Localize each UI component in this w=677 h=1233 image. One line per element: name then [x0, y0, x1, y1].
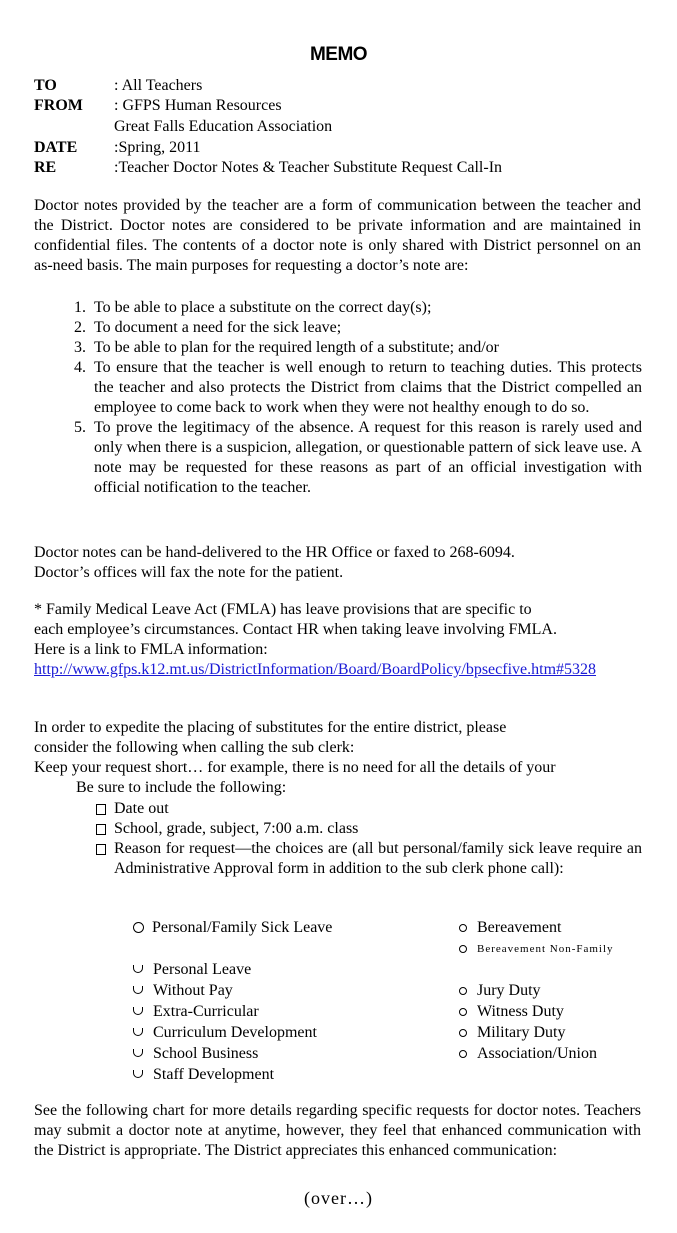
expedite-line-1: In order to expedite the placing of substitutes for the entire district, please — [34, 719, 507, 736]
option-jury-duty: Jury Duty — [459, 981, 541, 1001]
fmla-line-2: each employee’s circumstances. Contact HR when taking leave involving FMLA. — [34, 621, 557, 638]
date-row — [34, 138, 201, 158]
from-row — [34, 96, 282, 116]
expedite-line-3: Keep your request short… for example, there is no need for all the details of your — [34, 759, 556, 776]
purpose-item: 3. To be able to plan for the required length of a substitute; and/or — [74, 339, 499, 356]
option-witness-duty: Witness Duty — [459, 1002, 564, 1022]
purpose-list — [74, 298, 642, 498]
circle-icon — [133, 965, 143, 973]
re-label: RE — [34, 159, 57, 176]
re-value: :Teacher Doctor Notes & Teacher Substitute Request Call-In — [114, 159, 503, 176]
bullet-icon — [459, 1050, 467, 1058]
circle-icon — [133, 1070, 143, 1078]
expedite-line-4: Be sure to include the following: — [76, 779, 287, 796]
fmla-line-3: Here is a link to FMLA information: — [34, 641, 268, 658]
bullet-icon — [459, 1029, 467, 1037]
option-staff-development: Staff Development — [133, 1065, 274, 1085]
from-value-2: Great Falls Education Association — [114, 118, 333, 135]
bullet-icon — [459, 924, 467, 932]
date-value: :Spring, 2011 — [114, 139, 201, 156]
checkbox-icon — [96, 824, 106, 835]
purpose-item: 5. To prove the legitimacy of the absence. A request for this reason is rarely used and only when there is a suspicion, allegation, or questionable pattern of sick leave use. A note may be requested for these reasons as part of an official investigation with official notification to the teacher. — [74, 419, 642, 496]
option-personal-family-sick-leave: Personal/Family Sick Leave — [133, 918, 332, 938]
expedite-line-2: consider the following when calling the sub clerk: — [34, 739, 355, 756]
bullet-icon — [459, 987, 467, 995]
include-item: Date out — [96, 799, 642, 819]
circle-icon — [133, 1007, 143, 1015]
delivery-line-1: Doctor notes can be hand-delivered to the HR Office or faxed to 268-6094. — [34, 544, 515, 561]
option-association-union: Association/Union — [459, 1044, 597, 1064]
re-row — [34, 158, 502, 178]
option-school-business: School Business — [133, 1044, 258, 1064]
from-label: FROM — [34, 97, 83, 114]
circle-icon — [133, 922, 144, 933]
delivery-line-2: Doctor’s offices will fax the note for the patient. — [34, 564, 344, 581]
bullet-icon — [459, 945, 467, 953]
option-military-duty: Military Duty — [459, 1023, 565, 1043]
circle-icon — [133, 1049, 143, 1057]
option-extra-curricular: Extra-Curricular — [133, 1002, 259, 1022]
bullet-icon — [459, 1008, 467, 1016]
checkbox-icon — [96, 804, 106, 815]
over-note: (over…) — [304, 1188, 373, 1208]
checkbox-icon — [96, 844, 106, 855]
to-value: : All Teachers — [114, 77, 203, 94]
date-label: DATE — [34, 139, 78, 156]
from-value-1: : GFPS Human Resources — [114, 97, 282, 114]
memo-title: MEMO — [309, 44, 368, 65]
intro-paragraph: Doctor notes provided by the teacher are a form of communication between the teacher and the District. Doctor notes are considered to be private information and are maintained in confidential files. The contents of a doctor note is only shared with District personnel on an as-need basis. The main purposes for requesting a doctor’s note are: — [34, 197, 641, 274]
from-row-2 — [34, 117, 332, 137]
include-item: Reason for request—the choices are (all but personal/family sick leave require an Administrative Approval form in addition to the sub clerk phone call): — [96, 839, 642, 879]
purpose-item: 4. To ensure that the teacher is well enough to return to teaching duties. This protects the teacher and also protects the District from claims that the District compelled an employee to come back to work when they were not healthy enough to do so. — [74, 359, 642, 416]
option-personal-leave: Personal Leave — [133, 960, 251, 980]
option-bereavement: Bereavement — [459, 918, 561, 938]
circle-icon — [133, 1028, 143, 1036]
include-list — [96, 799, 642, 879]
purpose-item: 1. To be able to place a substitute on the correct day(s); — [74, 299, 432, 316]
fmla-link[interactable]: http://www.gfps.k12.mt.us/DistrictInformation/Board/BoardPolicy/bpsecfive.htm#5328 — [34, 661, 597, 678]
closing-paragraph: See the following chart for more details regarding specific requests for doctor notes. Teachers may submit a doctor note at anytime, however, they feel that enhanced communication with the District is appropriate. The District appreciates this enhanced communication: — [34, 1102, 641, 1159]
to-label: TO — [34, 77, 57, 94]
to-row — [34, 76, 202, 96]
fmla-line-1: * Family Medical Leave Act (FMLA) has leave provisions that are specific to — [34, 601, 532, 618]
circle-icon — [133, 986, 143, 994]
include-item: School, grade, subject, 7:00 a.m. class — [96, 819, 642, 839]
option-without-pay: Without Pay — [133, 981, 233, 1001]
option-bereavement-non-family: Bereavement Non-Family — [459, 942, 629, 956]
option-curriculum-development: Curriculum Development — [133, 1023, 317, 1043]
purpose-item: 2. To document a need for the sick leave; — [74, 319, 342, 336]
